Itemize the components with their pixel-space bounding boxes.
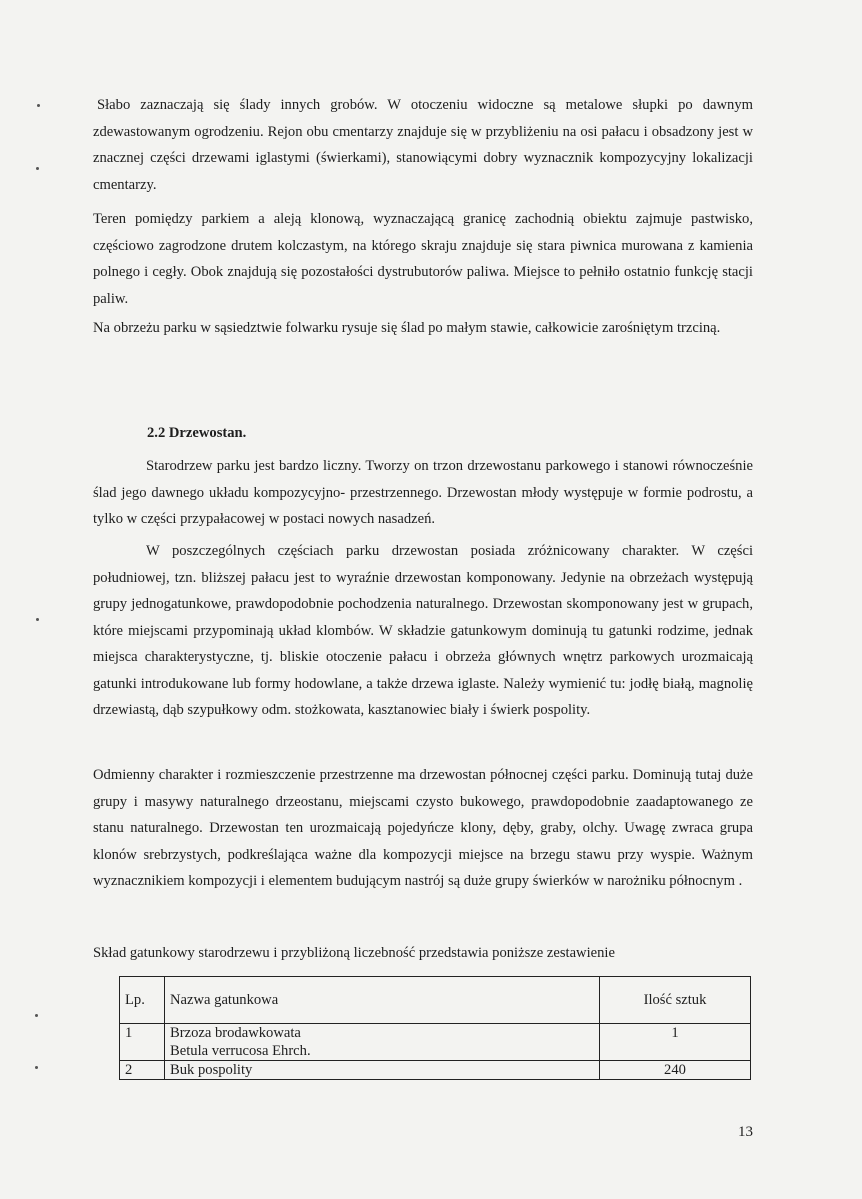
paragraph-text: Starodrzew parku jest bardzo liczny. Tworzy on trzon drzewostanu parkowego i stanowi równocześnie ślad jego dawnego układu kompozycyjno- przestrzennego. Drzewostan młody występuje w formie podrostu, a tylko w części przypałacowej w postaci nowych nasadzeń. <box>93 458 753 527</box>
table-header-row <box>120 977 751 1024</box>
paragraph-table-intro <box>93 940 753 967</box>
header-quantity: Ilość sztuk <box>600 977 751 1024</box>
scan-speck <box>37 104 40 107</box>
header-lp: Lp. <box>120 977 165 1024</box>
header-species-name: Nazwa gatunkowa <box>165 977 600 1024</box>
species-latin-name: Betula verrucosa Ehrch. <box>170 1043 311 1059</box>
paragraph-text: Skład gatunkowy starodrzewu i przybliżoną liczebność przedstawia poniższe zestawienie <box>93 945 615 961</box>
species-table <box>119 976 751 1080</box>
cell-species-name <box>165 1061 600 1080</box>
table-row <box>120 1061 751 1080</box>
section-heading: 2.2 Drzewostan. <box>147 425 247 441</box>
paragraph-pond <box>93 315 753 342</box>
scan-speck <box>36 618 39 621</box>
cell-species-name <box>165 1024 600 1061</box>
paragraph-cemeteries <box>93 92 753 198</box>
paragraph-pasture <box>93 206 753 312</box>
species-common-name: Brzoza brodawkowata <box>170 1025 301 1041</box>
table-row <box>120 1024 751 1061</box>
cell-lp: 2 <box>120 1061 165 1080</box>
paragraph-text: Odmienny charakter i rozmieszczenie przestrzenne ma drzewostan północnej części parku. Dominują tutaj duże grupy i masywy naturalnego drzeostanu, miejscami czysto bukowego, prawdopodobnie zaadaptowanego ze stanu naturalnego. Drzewostan ten urozmaicają pojedyńcze klony, dęby, graby, olchy. Uwagę zwraca grupa klonów srebrzystych, podkreślająca ważne dla kompozycji miejsce na brzegu stawu przy wyspie. Ważnym wyznacznikiem kompozycji i elementem budującym nastrój są duże grupy świerków w narożniku północnym . <box>93 767 753 889</box>
cell-lp: 1 <box>120 1024 165 1061</box>
paragraph-text: Słabo zaznaczają się ślady innych grobów. W otoczeniu widoczne są metalowe słupki po dawnym zdewastowanym ogrodzeniu. Rejon obu cmentarzy znajduje się w przybliżeniu na osi pałacu i obsadzony jest w znacznej części drzewami iglastymi (świerkami), stanowiącymi dobry wyznacznik kompozycyjny lokalizacji cmentarzy. <box>93 97 753 193</box>
scan-speck <box>36 167 39 170</box>
paragraph-north-part <box>93 762 753 895</box>
paragraph-south-part <box>93 538 753 724</box>
scan-speck <box>35 1014 38 1017</box>
cell-quantity: 240 <box>600 1061 751 1080</box>
paragraph-old-trees <box>93 453 753 533</box>
page-number: 13 <box>738 1124 753 1140</box>
paragraph-text: W poszczególnych częściach parku drzewostan posiada zróżnicowany charakter. W części południowej, tzn. bliższej pałacu jest to wyraźnie drzewostan komponowany. Jedynie na obrzeżach występują grupy jednogatunkowe, prawdopodobnie pochodzenia naturalnego. Drzewostan skomponowany jest w grupach, które miejscami przypominają układ klombów. W składzie gatunkowym dominują tu gatunki rodzime, jednak miejsca charakterystyczne, tj. bliskie otoczenie pałacu i obrzeża głównych wnętrz parkowych urozmaicają gatunki introdukowane lub formy hodowlane, a także drzewa iglaste. Należy wymienić tu: jodłę białą, magnolię drzewiastą, dąb szypułkowy odm. stożkowata, kasztanowiec biały i świerk pospolity. <box>93 543 753 718</box>
paragraph-text: Na obrzeżu parku w sąsiedztwie folwarku rysuje się ślad po małym stawie, całkowicie zarośniętym trzciną. <box>93 320 721 336</box>
species-common-name: Buk pospolity <box>170 1062 253 1078</box>
paragraph-text: Teren pomiędzy parkiem a aleją klonową, wyznaczającą granicę zachodnią obiektu zajmuje pastwisko, częściowo zagrodzone drutem kolczastym, na którego skraju znajduje się stara piwnica murowana z kamienia polnego i cegły. Obok znajdują się pozostałości dystrubutorów paliwa. Miejsce to pełniło ostatnio funkcję stacji paliw. <box>93 211 753 307</box>
cell-quantity: 1 <box>600 1024 751 1061</box>
scan-speck <box>35 1066 38 1069</box>
